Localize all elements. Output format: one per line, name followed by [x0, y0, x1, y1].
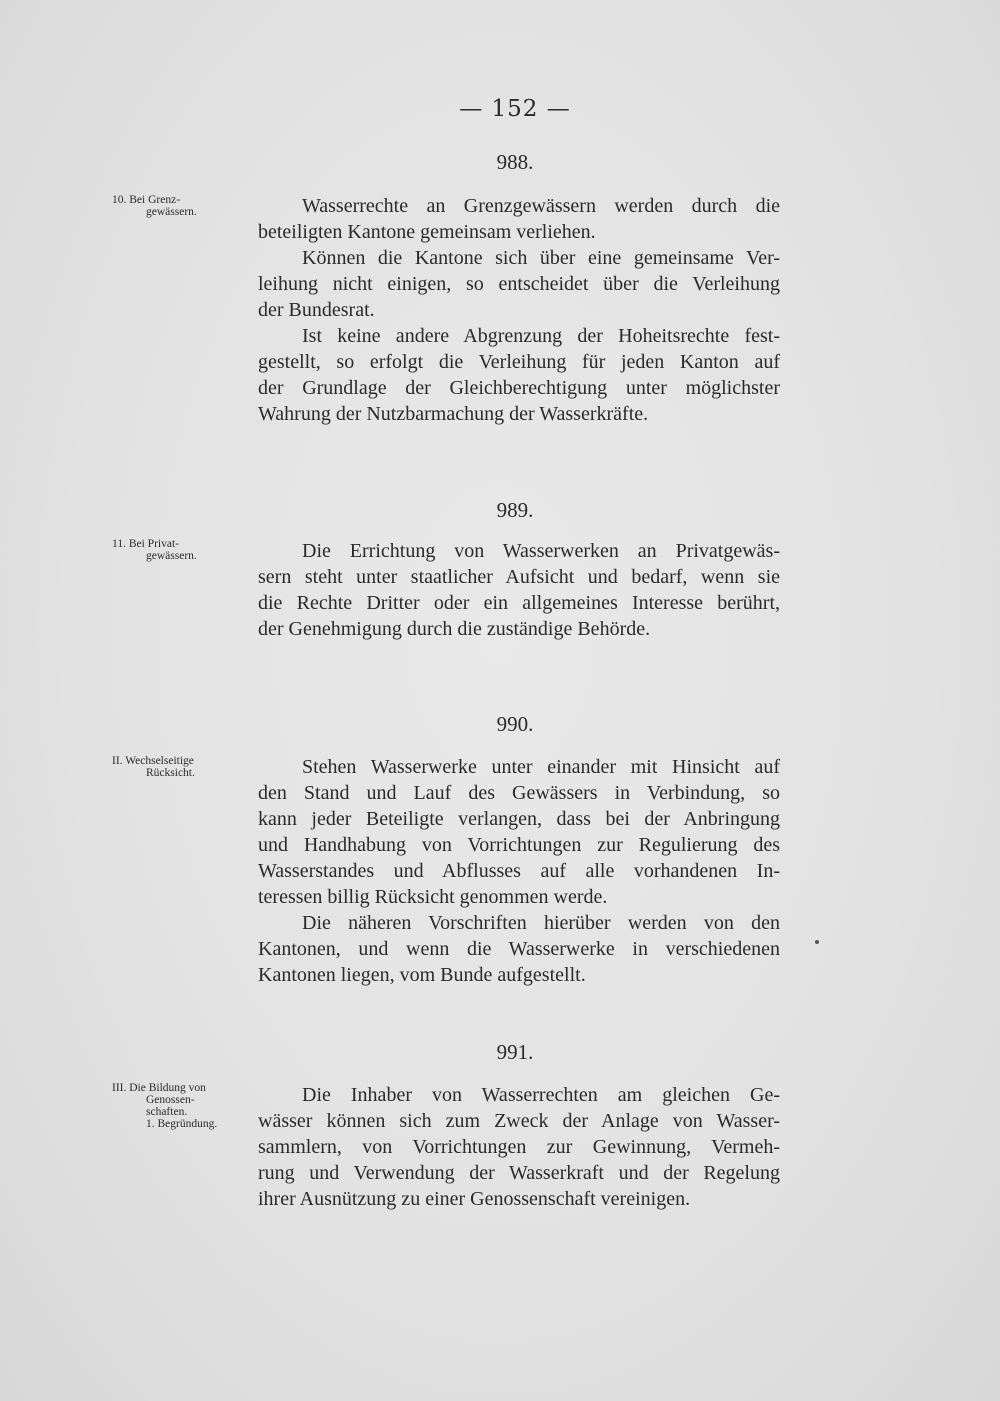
text-line: der Genehmigung durch die zuständige Behörde. — [258, 618, 651, 640]
article-number-989: 989. — [496, 498, 534, 522]
article-number-990: 990. — [496, 712, 534, 736]
paper-speck — [815, 940, 819, 944]
margin-note-991 — [112, 1082, 252, 1130]
margin-note-988 — [112, 194, 252, 218]
text-line: gestellt, so erfolgt die Verleihung für jeden Kanton auf — [258, 351, 780, 373]
text-line: kann jeder Beteiligte verlangen, dass bei der Anbringung — [258, 808, 780, 830]
article-number-988: 988. — [496, 150, 534, 174]
article-text-991 — [258, 1082, 780, 1212]
margin-note-line: II. Wechselseitige — [112, 755, 194, 767]
article-text-988 — [258, 193, 780, 427]
text-line: Die Inhaber von Wasserrechten am gleichen Ge- — [302, 1084, 780, 1106]
margin-note-line: III. Die Bildung von — [112, 1082, 206, 1094]
margin-note-line: 11. Bei Privat- — [112, 538, 179, 550]
paragraph — [258, 1082, 780, 1212]
text-line: die Rechte Dritter oder ein allgemeines Interesse berührt, — [258, 592, 780, 614]
text-line: der Grundlage der Gleichberechtigung unter möglichster — [258, 377, 780, 399]
margin-note-line: 1. Begründung. — [146, 1118, 218, 1130]
article-text-989 — [258, 538, 780, 642]
margin-note-990 — [112, 755, 252, 779]
text-line: sammlern, von Vorrichtungen zur Gewinnung, Vermeh- — [258, 1136, 780, 1158]
text-line: Kantonen liegen, vom Bunde aufgestellt. — [258, 964, 586, 986]
margin-note-line: gewässern. — [146, 550, 197, 562]
text-line: Die Errichtung von Wasserwerken an Privatgewäs- — [302, 540, 780, 562]
text-line: Können die Kantone sich über eine gemeinsame Ver- — [302, 247, 780, 269]
article-text-990 — [258, 754, 780, 988]
margin-note-line: Rücksicht. — [146, 767, 195, 779]
text-line: Wasserstandes und Abflusses auf alle vorhandenen In- — [258, 860, 780, 882]
text-line: beteiligten Kantone gemeinsam verliehen. — [258, 221, 596, 243]
text-line: sern steht unter staatlicher Aufsicht und bedarf, wenn sie — [258, 566, 780, 588]
margin-note-line: gewässern. — [146, 206, 197, 218]
text-line: teressen billig Rücksicht genommen werde. — [258, 886, 608, 908]
paragraph — [258, 754, 780, 910]
text-line: der Bundesrat. — [258, 299, 375, 321]
paragraph — [258, 245, 780, 323]
text-line: Ist keine andere Abgrenzung der Hoheitsrechte fest- — [302, 325, 780, 347]
text-line: Stehen Wasserwerke unter einander mit Hinsicht auf — [302, 756, 780, 778]
text-line: den Stand und Lauf des Gewässers in Verbindung, so — [258, 782, 780, 804]
text-line: und Handhabung von Vorrichtungen zur Regulierung des — [258, 834, 780, 856]
margin-note-line: Genossen- — [146, 1094, 195, 1106]
text-line: leihung nicht einigen, so entscheidet über die Verleihung — [258, 273, 780, 295]
text-line: Die näheren Vorschriften hierüber werden von den — [302, 912, 780, 934]
margin-note-line: schaften. — [146, 1106, 188, 1118]
paragraph — [258, 323, 780, 427]
text-line: Wahrung der Nutzbarmachung der Wasserkräfte. — [258, 403, 649, 425]
margin-note-989 — [112, 538, 252, 562]
text-line: Wasserrechte an Grenzgewässern werden durch die — [302, 195, 780, 217]
text-line: ihrer Ausnützung zu einer Genossenschaft vereinigen. — [258, 1188, 691, 1210]
text-line: rung und Verwendung der Wasserkraft und der Regelung — [258, 1162, 780, 1184]
article-number-991: 991. — [496, 1040, 534, 1064]
paragraph — [258, 910, 780, 988]
margin-note-line: 10. Bei Grenz- — [112, 194, 181, 206]
paragraph — [258, 538, 780, 642]
paragraph — [258, 193, 780, 245]
text-line: Kantonen, und wenn die Wasserwerke in verschiedenen — [258, 938, 780, 960]
text-line: wässer können sich zum Zweck der Anlage von Wasser- — [258, 1110, 780, 1132]
page-number: — 152 — — [459, 96, 571, 122]
